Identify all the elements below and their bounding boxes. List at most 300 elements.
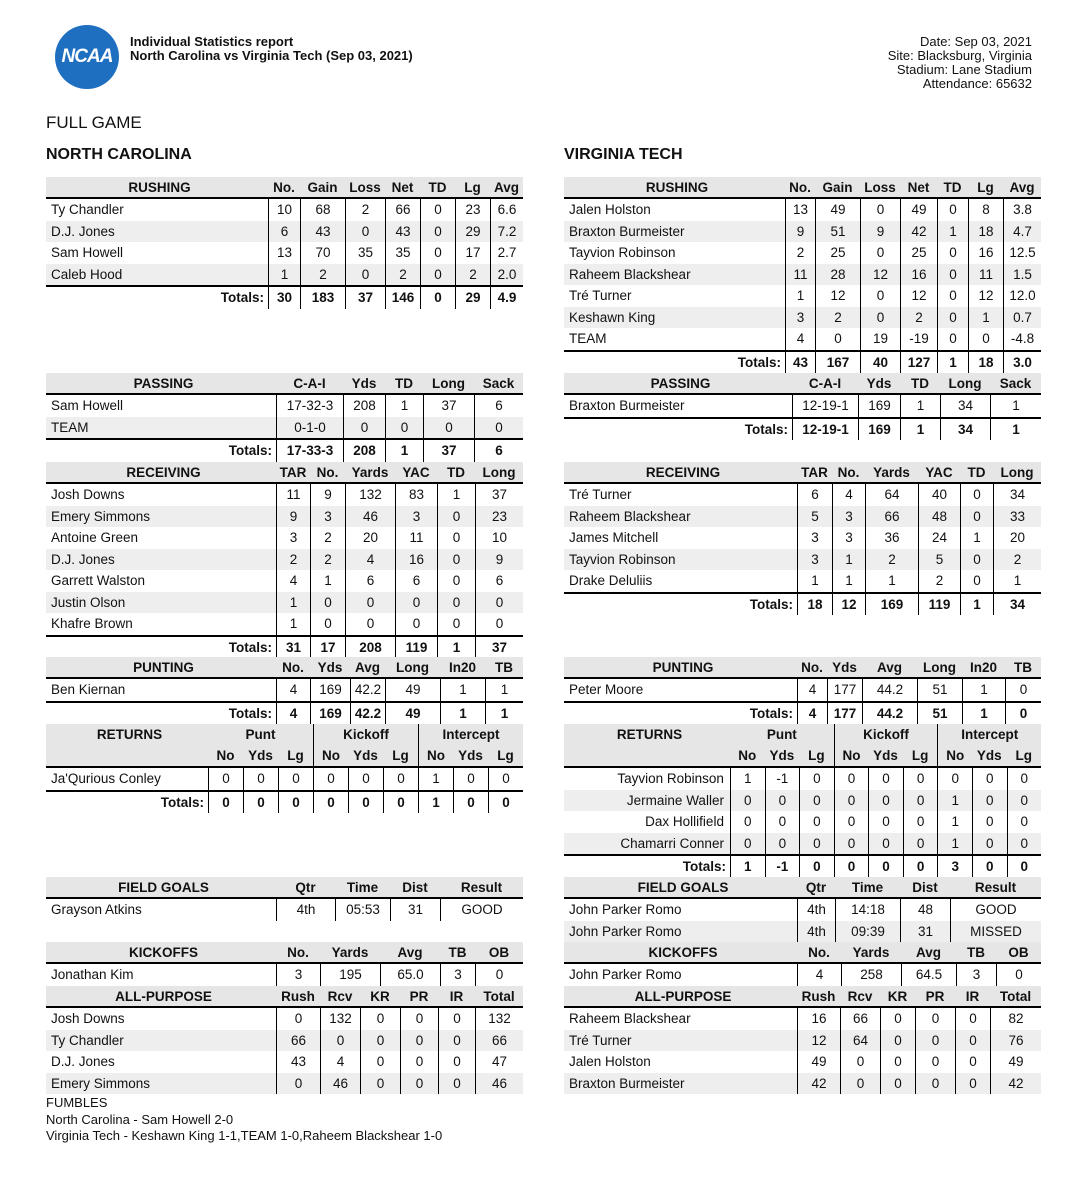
stat-cell: 0: [475, 964, 523, 986]
stat-cell: 0: [840, 1051, 880, 1073]
stat-cell: 0: [915, 1030, 955, 1052]
stat-cell: 1: [276, 592, 310, 614]
column-header: No: [937, 744, 972, 766]
stat-cell: 4: [797, 679, 827, 701]
report-header: [130, 35, 413, 63]
column-header: Long: [396, 659, 429, 675]
column-header: No.: [789, 179, 811, 195]
stat-cell: 1: [385, 395, 423, 417]
stat-cell: 4th: [276, 899, 335, 921]
stat-cell: 2: [310, 527, 345, 549]
table-title: RECEIVING: [126, 464, 201, 480]
player-name: Ja'Qurious Conley: [51, 771, 161, 787]
total-cell: 1: [485, 703, 523, 725]
stat-cell: 0: [937, 264, 968, 286]
stat-cell: 0: [276, 1008, 320, 1030]
stat-cell: 6: [474, 395, 523, 417]
fumbles-line: North Carolina - Sam Howell 2-0: [46, 1111, 234, 1127]
stat-cell: 0: [765, 790, 800, 812]
column-header: Avg: [915, 944, 941, 960]
stat-cell: 0: [437, 613, 475, 635]
stat-cell: 1: [962, 679, 1005, 701]
column-header: IR: [965, 988, 980, 1004]
total-cell: 37: [345, 287, 385, 309]
totals-row: [46, 438, 523, 462]
stat-cell: 169: [310, 679, 350, 701]
total-cell: 169: [858, 419, 900, 441]
player-name: Khafre Brown: [51, 616, 133, 632]
stat-cell: 2: [385, 264, 420, 286]
game-attendance: Attendance: 65632: [922, 76, 1032, 91]
stat-cell: 49: [900, 199, 937, 221]
column-header: No: [418, 744, 453, 766]
stat-cell: 12: [900, 285, 937, 307]
player-name: D.J. Jones: [51, 1054, 115, 1070]
table-row: [46, 417, 523, 439]
stat-cell: 4: [276, 570, 310, 592]
stat-cell: 16: [797, 1008, 840, 1030]
total-cell: 43: [785, 352, 815, 374]
stat-cell: 0: [915, 1073, 955, 1095]
player-name: Chamarri Conner: [620, 835, 724, 851]
column-header: Lg: [287, 747, 304, 763]
player-name: Grayson Atkins: [51, 902, 142, 918]
column-header: Total: [999, 988, 1032, 1004]
stat-cell: 31: [390, 899, 440, 921]
stat-cell: 0: [799, 811, 834, 833]
total-cell: 0: [1007, 856, 1041, 878]
stat-cell: 12: [797, 1030, 840, 1052]
stat-cell: 0: [474, 417, 523, 439]
stat-cell: 3: [832, 527, 865, 549]
column-header: Yds: [832, 659, 857, 675]
column-header: TB: [495, 659, 513, 675]
table-row: [564, 328, 1041, 350]
player-name: Jalen Holston: [569, 1054, 651, 1070]
stat-cell: 2: [993, 549, 1041, 571]
stat-cell: 31: [900, 921, 950, 943]
column-header: Lg: [464, 179, 481, 195]
stat-cell: 3: [276, 527, 310, 549]
column-header: Result: [974, 879, 1017, 895]
stat-cell: 0: [960, 549, 993, 571]
total-cell: -1: [765, 856, 800, 878]
stat-cell: 0: [400, 1008, 438, 1030]
stat-cell: 0: [360, 1008, 400, 1030]
stat-cell: 258: [841, 964, 901, 986]
table-row: [564, 833, 1041, 855]
stat-cell: 11: [276, 484, 310, 506]
table-row: [564, 1030, 1041, 1052]
player-name: Jalen Holston: [569, 202, 651, 218]
stat-cell: 19: [860, 328, 900, 350]
stat-cell: 51: [917, 679, 962, 701]
vt-passing-table: [564, 373, 1041, 440]
total-cell: 0: [834, 856, 869, 878]
stat-cell: 0: [960, 570, 993, 592]
stat-cell: 0: [1007, 790, 1041, 812]
column-header-row: [564, 744, 1041, 768]
stat-cell: 2: [900, 307, 937, 329]
column-header: Avg: [493, 179, 519, 195]
table-row: [46, 221, 523, 243]
table-header-row: [46, 177, 523, 199]
column-header: Long: [923, 659, 956, 675]
stat-cell: 0: [799, 768, 834, 790]
table-row: [46, 199, 523, 221]
stat-cell: 0: [960, 484, 993, 506]
player-name: TEAM: [569, 331, 607, 347]
total-cell: 18: [797, 594, 832, 616]
total-cell: 0: [278, 792, 313, 814]
table-header-row: [564, 373, 1041, 395]
table-row: [564, 527, 1041, 549]
stat-cell: 10: [268, 199, 300, 221]
group-header: Intercept: [418, 724, 523, 744]
player-name: Tré Turner: [569, 288, 632, 304]
stat-cell: 37: [475, 484, 523, 506]
totals-row: [564, 701, 1041, 725]
player-name: Braxton Burmeister: [569, 223, 685, 239]
column-header: No: [834, 744, 869, 766]
stat-cell: 0: [423, 417, 474, 439]
column-header: Rush: [801, 988, 836, 1004]
total-cell: 0: [208, 792, 243, 814]
table-title: RUSHING: [645, 179, 709, 195]
totals-label: Totals:: [737, 354, 781, 370]
table-row: [564, 1008, 1041, 1030]
totals-row: [564, 854, 1041, 878]
stat-cell: 0: [437, 570, 475, 592]
stat-cell: 0: [420, 242, 455, 264]
stat-cell: 9: [475, 549, 523, 571]
unc-returns-table: [46, 724, 523, 813]
vt-all-purpose-table: [564, 986, 1041, 1094]
table-row: [564, 395, 1041, 417]
total-cell: 1: [900, 419, 940, 441]
total-cell: 208: [345, 637, 395, 659]
stat-cell: 2.7: [490, 242, 523, 264]
stat-cell: 0: [840, 1073, 880, 1095]
stat-cell: 0: [360, 1030, 400, 1052]
column-header: Time: [851, 879, 884, 895]
unc-receiving-table: [46, 462, 523, 658]
total-cell: 183: [300, 287, 345, 309]
column-header: Dist: [402, 879, 428, 895]
group-header: Intercept: [937, 724, 1041, 744]
stat-cell: 13: [268, 242, 300, 264]
stat-cell: 0: [880, 1030, 915, 1052]
total-cell: 42.2: [350, 703, 385, 725]
column-header: OB: [488, 944, 510, 960]
stat-cell: 20: [993, 527, 1041, 549]
column-header: Rcv: [327, 988, 353, 1004]
totals-row: [46, 790, 523, 814]
total-cell: 177: [827, 703, 862, 725]
column-header: Long: [482, 464, 516, 480]
stat-cell: 16: [968, 242, 1003, 264]
stat-cell: 0: [730, 790, 765, 812]
stat-cell: 0: [400, 1051, 438, 1073]
total-cell: 119: [395, 637, 437, 659]
game-meta: [888, 35, 1032, 91]
stat-cell: 29: [455, 221, 490, 243]
table-title: PUNTING: [133, 659, 194, 675]
total-cell: 1: [960, 594, 993, 616]
total-cell: 17: [310, 637, 345, 659]
player-name: Sam Howell: [51, 245, 124, 261]
table-row: [564, 679, 1041, 701]
column-header: No.: [808, 944, 830, 960]
total-cell: 1: [418, 792, 453, 814]
total-cell: 0: [243, 792, 278, 814]
stat-cell: 25: [900, 242, 937, 264]
stat-cell: 1: [485, 679, 523, 701]
column-header: Yds: [769, 747, 795, 763]
stat-cell: 12: [815, 285, 860, 307]
totals-row: [46, 701, 523, 725]
totals-label: Totals:: [160, 794, 204, 810]
totals-row: [46, 285, 523, 309]
stat-cell: 1: [730, 768, 765, 790]
column-header: TD: [447, 464, 465, 480]
stat-cell: 11: [395, 527, 437, 549]
column-header: YAC: [402, 464, 430, 480]
stat-cell: 66: [385, 199, 420, 221]
stat-cell: 4th: [797, 921, 835, 943]
game-site: Site: Blacksburg, Virginia: [887, 48, 1032, 63]
total-cell: 4.9: [490, 287, 523, 309]
column-header: Lg: [808, 747, 825, 763]
fumbles-line: Virginia Tech - Keshawn King 1-1,TEAM 1-0,Raheem Blackshear 1-0: [46, 1128, 443, 1143]
stat-cell: 35: [345, 242, 385, 264]
stat-cell: 37: [423, 395, 474, 417]
stat-cell: 3: [276, 964, 320, 986]
stat-cell: 64: [865, 484, 918, 506]
column-header: Yards: [852, 944, 890, 960]
player-name: Caleb Hood: [51, 266, 123, 282]
column-header: Result: [460, 879, 503, 895]
column-header: Qtr: [805, 879, 827, 895]
stat-cell: 0: [880, 1008, 915, 1030]
stat-cell: 1: [276, 613, 310, 635]
stat-cell: 1: [440, 679, 485, 701]
total-cell: 6: [474, 440, 523, 462]
stat-cell: 1: [785, 285, 815, 307]
stat-cell: 0: [437, 527, 475, 549]
stat-cell: 195: [320, 964, 380, 986]
stat-cell: 8: [968, 199, 1003, 221]
stat-cell: 12-19-1: [792, 395, 858, 417]
stat-cell: 1.5: [1003, 264, 1041, 286]
total-cell: 169: [310, 703, 350, 725]
column-header: Yds: [248, 747, 273, 763]
stat-cell: 1: [418, 768, 453, 790]
stat-cell: 0: [868, 790, 903, 812]
stat-cell: 0: [834, 811, 869, 833]
stat-cell: 48: [900, 899, 950, 921]
column-header: Long: [432, 375, 465, 391]
stat-cell: 46: [475, 1073, 523, 1095]
table-row: [46, 899, 523, 921]
total-cell: 49: [385, 703, 440, 725]
stat-cell: 66: [840, 1008, 880, 1030]
player-name: D.J. Jones: [51, 551, 115, 567]
total-cell: 0: [1005, 703, 1041, 725]
stat-cell: 0: [972, 768, 1007, 790]
totals-row: [564, 592, 1041, 616]
stat-cell: 82: [990, 1008, 1041, 1030]
column-header: Yards: [873, 464, 910, 480]
column-header: Yds: [873, 747, 898, 763]
column-header: Loss: [349, 179, 381, 195]
stat-cell: 51: [815, 221, 860, 243]
total-cell: 127: [900, 352, 937, 374]
stat-cell: 0: [937, 328, 968, 350]
stat-cell: 6: [475, 570, 523, 592]
column-header: Sack: [482, 375, 515, 391]
player-name: Tré Turner: [569, 487, 632, 503]
stat-cell: 0: [960, 506, 993, 528]
stat-cell: 177: [827, 679, 862, 701]
column-header: OB: [1008, 944, 1029, 960]
table-row: [46, 484, 523, 506]
column-header: Rcv: [847, 988, 873, 1004]
team-name-unc: NORTH CAROLINA: [46, 146, 192, 163]
stat-cell: 68: [300, 199, 345, 221]
total-cell: 1: [730, 856, 765, 878]
stat-cell: 0-1-0: [276, 417, 343, 439]
column-header: Long: [948, 375, 982, 391]
stat-cell: 11: [968, 264, 1003, 286]
column-header: No.: [282, 659, 304, 675]
stat-cell: 13: [785, 199, 815, 221]
stat-cell: 0: [310, 613, 345, 635]
stat-cell: 0: [360, 1073, 400, 1095]
stat-cell: 132: [475, 1008, 523, 1030]
total-cell: 37: [423, 440, 474, 462]
stat-cell: 33: [993, 506, 1041, 528]
totals-label: Totals:: [744, 421, 788, 437]
stat-cell: 25: [815, 242, 860, 264]
stat-cell: 66: [475, 1030, 523, 1052]
total-cell: 18: [968, 352, 1003, 374]
totals-row: [46, 635, 523, 659]
stat-cell: 0: [868, 811, 903, 833]
table-header-row: [564, 462, 1041, 484]
table-header-row: [564, 724, 1041, 744]
stat-cell: 0: [937, 285, 968, 307]
vt-kickoffs-table: [564, 942, 1041, 986]
stat-cell: 0: [937, 307, 968, 329]
column-header: No: [738, 747, 757, 763]
stat-cell: 3: [310, 506, 345, 528]
total-cell: 1: [937, 352, 968, 374]
stat-cell: 64.5: [901, 964, 956, 986]
table-header-row: [46, 877, 523, 899]
stat-cell: -19: [900, 328, 937, 350]
stat-cell: 0: [243, 768, 278, 790]
stat-cell: 1: [968, 307, 1003, 329]
player-name: Ty Chandler: [51, 202, 124, 218]
stat-cell: 0: [1007, 833, 1041, 855]
player-name: Jermaine Waller: [626, 792, 724, 808]
player-name: Garrett Walston: [51, 573, 146, 589]
column-header: No: [216, 747, 235, 763]
total-cell: 1: [962, 703, 1005, 725]
stat-cell: 4: [276, 679, 310, 701]
table-header-row: [46, 657, 523, 679]
stat-cell: 3: [797, 549, 832, 571]
totals-label: Totals:: [220, 290, 264, 306]
stat-cell: 2: [345, 199, 385, 221]
player-name: Dax Hollifield: [645, 814, 724, 830]
stat-cell: 0: [915, 1051, 955, 1073]
table-title: PUNTING: [652, 659, 714, 675]
player-name: Emery Simmons: [51, 508, 151, 524]
stat-cell: 0: [438, 1073, 475, 1095]
column-header: No: [313, 744, 348, 766]
stat-cell: 12: [860, 264, 900, 286]
column-header: No.: [287, 944, 309, 960]
group-header: Kickoff: [834, 724, 938, 744]
stat-cell: 0: [345, 264, 385, 286]
stat-cell: 0: [880, 1073, 915, 1095]
column-header: Net: [907, 179, 930, 195]
stat-cell: 0: [968, 328, 1003, 350]
unc-punting-table: [46, 657, 523, 724]
table-row: [564, 768, 1041, 790]
unc-field-goals-table: [46, 877, 523, 921]
stat-cell: 0: [345, 592, 395, 614]
stat-cell: 2.0: [490, 264, 523, 286]
player-name: John Parker Romo: [569, 923, 682, 939]
table-row: [46, 679, 523, 701]
stat-cell: 0: [438, 1008, 475, 1030]
total-cell: 34: [993, 594, 1041, 616]
stat-cell: 0: [860, 242, 900, 264]
total-cell: 119: [918, 594, 960, 616]
vt-receiving-table: [564, 462, 1041, 615]
column-header: Total: [483, 988, 515, 1004]
stat-cell: 0: [385, 417, 423, 439]
column-header: Yards: [351, 464, 389, 480]
stat-cell: 0: [860, 285, 900, 307]
total-cell: 17-33-3: [276, 440, 343, 462]
total-cell: 3: [937, 856, 972, 878]
stat-cell: 0: [395, 613, 437, 635]
column-header: Gain: [822, 179, 853, 195]
total-cell: 30: [268, 287, 300, 309]
stat-cell: 0: [860, 307, 900, 329]
stat-cell: 0: [438, 1051, 475, 1073]
column-header: Yds: [866, 375, 892, 391]
table-row: [564, 484, 1041, 506]
stat-cell: 0: [395, 592, 437, 614]
player-name: Josh Downs: [51, 1011, 125, 1027]
stat-cell: 43: [300, 221, 345, 243]
stat-cell: 0: [937, 199, 968, 221]
stat-cell: 0: [1007, 768, 1041, 790]
column-header: In20: [448, 659, 476, 675]
column-header: Time: [346, 879, 379, 895]
stat-cell: 43: [276, 1051, 320, 1073]
stat-cell: 42: [797, 1073, 840, 1095]
group-header: Kickoff: [313, 724, 418, 744]
totals-label: Totals:: [749, 705, 793, 721]
total-cell: 40: [860, 352, 900, 374]
column-header: TD: [967, 464, 986, 480]
